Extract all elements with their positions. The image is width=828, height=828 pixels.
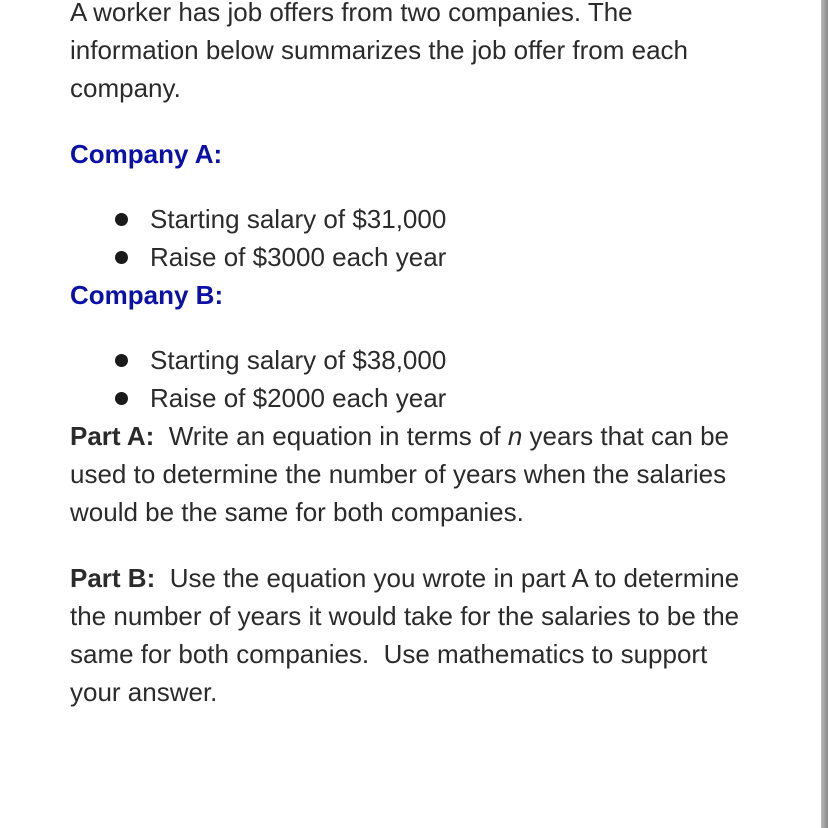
- part-a-variable: n: [507, 421, 523, 451]
- list-item: [70, 238, 760, 276]
- part-a-text-before: Write an equation in terms of: [154, 421, 508, 451]
- company-a-heading: Company A:: [70, 139, 223, 169]
- list-item: [70, 200, 760, 238]
- part-a-label: Part A:: [70, 421, 155, 451]
- part-a-paragraph: [70, 417, 760, 531]
- intro-paragraph: A worker has job offers from two companies. The information below summarizes the job offer from each company.: [70, 0, 689, 103]
- part-a-text-after: years that can be used to determine the number of years when the salaries would be the same for both companies.: [70, 421, 730, 527]
- bullet-icon: [115, 392, 128, 405]
- company-a-list: [70, 200, 760, 276]
- list-item-text: Raise of $3000 each year: [150, 242, 447, 272]
- list-item-text: Starting salary of $38,000: [150, 345, 447, 375]
- company-b-heading: Company B:: [70, 280, 224, 310]
- bullet-icon: [115, 251, 128, 264]
- bullet-icon: [115, 354, 128, 367]
- bullet-icon: [115, 213, 128, 226]
- part-b-text: Use the equation you wrote in part A to determine the number of years it would take for the salaries to be the same for both companies. Use mathematics to support your answer.: [70, 563, 747, 707]
- list-item: [70, 379, 760, 417]
- problem-content: [70, 0, 760, 711]
- list-item: [70, 341, 760, 379]
- list-item-text: Raise of $2000 each year: [150, 383, 447, 413]
- part-b-label: Part B:: [70, 563, 156, 593]
- list-item-text: Starting salary of $31,000: [150, 204, 447, 234]
- company-b-list: [70, 341, 760, 417]
- part-b-paragraph: [70, 559, 760, 711]
- page-edge-scrollbar: [821, 0, 828, 828]
